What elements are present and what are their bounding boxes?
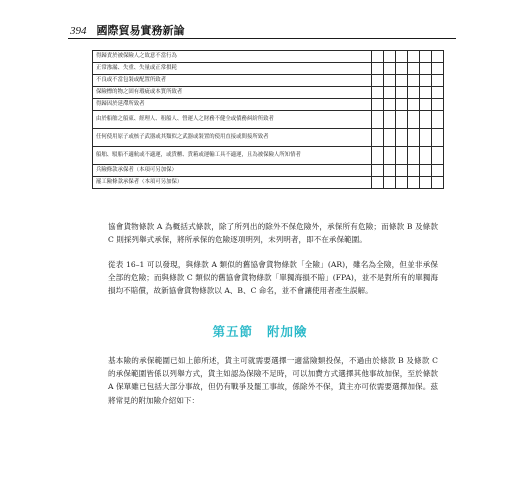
- exclusion-description: 船舶、駁船不適航或不適運，或貨櫃、貨箱或運輸工具不適運，且為被保險人所知情者: [93, 147, 372, 165]
- clause-mark-cell: [384, 165, 396, 177]
- table-row: [93, 99, 444, 111]
- clause-mark-cell: [420, 63, 432, 75]
- clause-mark-cell: [396, 129, 408, 147]
- clause-mark-cell: [432, 147, 444, 165]
- clause-mark-cell: [396, 111, 408, 129]
- clause-mark-cell: [408, 129, 420, 147]
- table-row: [93, 87, 444, 99]
- paragraph-clause-comparison: 協會貨物條款 A 為概括式條款，除了所列出的除外不保危險外，承保所有危險；而條款 B 及條款 C 則採列舉式承保，將所承保的危險逐項明列，未列明者，即不在承保範圍。: [108, 222, 438, 245]
- exclusion-description: 不良或不當包裝或配置所致者: [93, 75, 372, 87]
- section-number: 第五節: [212, 324, 253, 339]
- clause-mark-cell: [384, 87, 396, 99]
- clause-mark-cell: [432, 75, 444, 87]
- clause-mark-cell: [408, 111, 420, 129]
- exclusion-table: [92, 50, 444, 189]
- exclusion-description: 罷工險條款承保者（本項可另加保）: [93, 177, 372, 189]
- page-header: [70, 22, 185, 38]
- clause-mark-cell: [408, 75, 420, 87]
- clause-mark-cell: [420, 75, 432, 87]
- clause-mark-cell: [420, 177, 432, 189]
- exclusion-description: 得歸責於被保險人之故意不當行為: [93, 51, 372, 63]
- clause-mark-cell: [420, 147, 432, 165]
- table-row: [93, 63, 444, 75]
- clause-mark-cell: [408, 87, 420, 99]
- paragraph-table-observation: 從表 16–1 可以發現，與條款 A 類似的舊協會貨物條款「全險」(AR)，雖名為全險，但並非承保全部的危險；而與條款 C 類似的舊協會貨物條款「單獨海損不賠」(FPA)，並不是對所有的單獨海損均不賠償，故新協會貨物條款以 A、B、C 命名，並不會讓使用者產生誤解。: [108, 260, 438, 296]
- clause-mark-cell: [384, 63, 396, 75]
- exclusion-description: 任何使用原子或核子武器或其類似之武器或裝置的使用直接或間接所致者: [93, 129, 372, 147]
- clause-mark-cell: [408, 165, 420, 177]
- clause-mark-cell: [408, 63, 420, 75]
- book-title: 國際貿易實務新論: [96, 24, 185, 37]
- exclusion-description: 正常滲漏、失重、失量或正常損耗: [93, 63, 372, 75]
- clause-mark-cell: [396, 63, 408, 75]
- clause-mark-cell: [432, 111, 444, 129]
- clause-mark-cell: [408, 99, 420, 111]
- section-title-text: 附加險: [267, 324, 308, 339]
- exclusion-description: 兵險條款承保者（本項可另加保）: [93, 165, 372, 177]
- clause-mark-cell: [420, 165, 432, 177]
- clause-mark-cell: [372, 63, 384, 75]
- clause-mark-cell: [396, 51, 408, 63]
- clause-mark-cell: [420, 129, 432, 147]
- clause-mark-cell: [420, 111, 432, 129]
- clause-mark-cell: [408, 147, 420, 165]
- clause-mark-cell: [432, 129, 444, 147]
- clause-mark-cell: [384, 75, 396, 87]
- clause-mark-cell: [420, 51, 432, 63]
- clause-mark-cell: [408, 51, 420, 63]
- clause-mark-cell: [432, 87, 444, 99]
- table-row: [93, 147, 444, 165]
- clause-mark-cell: [396, 165, 408, 177]
- clause-mark-cell: [396, 87, 408, 99]
- clause-mark-cell: [396, 75, 408, 87]
- clause-mark-cell: [384, 129, 396, 147]
- clause-mark-cell: [432, 177, 444, 189]
- clause-mark-cell: [372, 99, 384, 111]
- clause-mark-cell: [372, 177, 384, 189]
- clause-mark-cell: [372, 51, 384, 63]
- table-row: [93, 51, 444, 63]
- clause-mark-cell: [372, 147, 384, 165]
- table-row: [93, 75, 444, 87]
- clause-mark-cell: [420, 99, 432, 111]
- clause-mark-cell: [384, 51, 396, 63]
- paragraph-additional-insurance: 基本險的承保範圍已如上節所述，貨主可就需要選擇一適當險類投保，不過由於條款 B 及條款 C 的承保範圍皆係以列舉方式，貨主如認為保險不足時，可以加費方式選擇其他事故加保，至於條款 A 保單雖已包括大部分事故，但仍有戰爭及罷工事故，係除外不保，貨主亦可依需要選擇加保。茲將常見的附加險介紹如下：: [108, 356, 438, 405]
- section-heading: [0, 322, 520, 340]
- clause-mark-cell: [408, 177, 420, 189]
- page-number: 394: [70, 25, 87, 37]
- exclusion-description: 保險標的物之固有瑕疵或本質所致者: [93, 87, 372, 99]
- clause-mark-cell: [372, 165, 384, 177]
- clause-mark-cell: [396, 99, 408, 111]
- clause-mark-cell: [396, 177, 408, 189]
- clause-mark-cell: [372, 129, 384, 147]
- clause-mark-cell: [384, 111, 396, 129]
- clause-mark-cell: [432, 165, 444, 177]
- table-row: [93, 165, 444, 177]
- header-rule: [68, 38, 456, 39]
- clause-mark-cell: [384, 177, 396, 189]
- table-row: [93, 177, 444, 189]
- clause-mark-cell: [396, 147, 408, 165]
- clause-mark-cell: [432, 63, 444, 75]
- clause-mark-cell: [372, 75, 384, 87]
- clause-mark-cell: [384, 99, 396, 111]
- clause-mark-cell: [384, 147, 396, 165]
- clause-mark-cell: [372, 111, 384, 129]
- exclusion-description: 由於船舶之船東、經理人、租船人、營運人之財務不健全或債務糾紛所致者: [93, 111, 372, 129]
- table-row: [93, 111, 444, 129]
- clause-mark-cell: [420, 87, 432, 99]
- clause-mark-cell: [432, 99, 444, 111]
- clause-mark-cell: [372, 87, 384, 99]
- table-row: [93, 129, 444, 147]
- exclusion-description: 得歸因於延滯所致者: [93, 99, 372, 111]
- clause-mark-cell: [432, 51, 444, 63]
